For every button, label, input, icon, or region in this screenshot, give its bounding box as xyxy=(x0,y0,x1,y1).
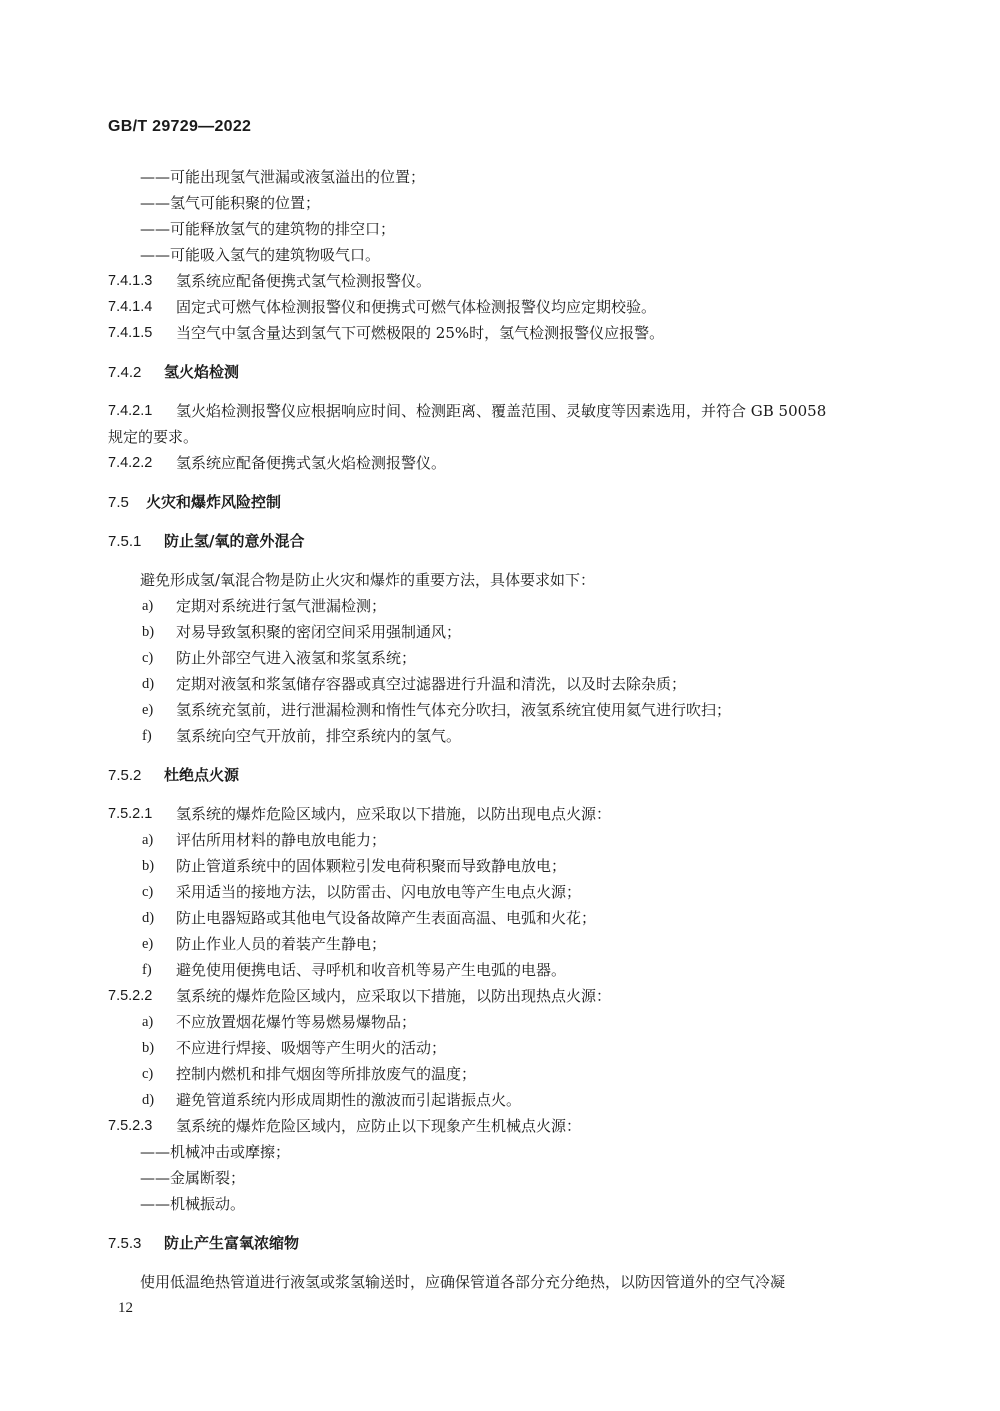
list-label: c) xyxy=(142,650,154,666)
list-item: 评估所用材料的静电放电能力； xyxy=(176,831,387,849)
list-label: d) xyxy=(142,676,155,692)
list-item: 定期对液氢和浆氢储存容器或真空过滤器进行升温和清洗，以及时去除杂质； xyxy=(176,675,687,693)
list-item: 氢系统充氢前，进行泄漏检测和惰性气体充分吹扫，液氢系统宜使用氦气进行吹扫； xyxy=(176,701,732,719)
section-number: 7.4.2 xyxy=(108,364,142,381)
clause-number: 7.4.1.5 xyxy=(108,325,153,341)
list-item: 防止作业人员的着装产生静电； xyxy=(176,935,387,953)
clause-text-continued: 规定的要求。 xyxy=(108,428,199,446)
section-heading-7-5-3 xyxy=(108,1233,299,1254)
dash-item: ——金属断裂； xyxy=(140,1169,246,1187)
section-title: 防止产生富氧浓缩物 xyxy=(164,1234,300,1252)
section-heading-7-5 xyxy=(108,492,281,513)
list-label: f) xyxy=(142,728,152,744)
clause-text: 固定式可燃气体检测报警仪和便携式可燃气体检测报警仪均应定期校验。 xyxy=(176,298,657,316)
clause-number: 7.4.2.2 xyxy=(108,455,153,471)
list-label: c) xyxy=(142,884,154,900)
clause-text: 氢系统的爆炸危险区域内，应防止以下现象产生机械点火源： xyxy=(176,1117,582,1135)
section-heading-7-5-2 xyxy=(108,765,239,786)
list-label: a) xyxy=(142,598,154,614)
clause-number: 7.4.1.4 xyxy=(108,299,153,315)
section-title: 火灾和爆炸风险控制 xyxy=(146,493,282,511)
standard-code-header: GB/T 29729—2022 xyxy=(108,118,252,135)
list-label: b) xyxy=(142,1040,155,1056)
section-number: 7.5.1 xyxy=(108,533,142,550)
clause-number: 7.5.2.3 xyxy=(108,1118,153,1134)
list-label: b) xyxy=(142,858,155,874)
section-number: 7.5.2 xyxy=(108,767,142,784)
paragraph: 避免形成氢/氧混合物是防止火灾和爆炸的重要方法，具体要求如下： xyxy=(140,571,596,589)
list-label: c) xyxy=(142,1066,154,1082)
list-item: 防止外部空气进入液氢和浆氢系统； xyxy=(176,649,417,667)
list-item: 避免使用便携电话、寻呼机和收音机等易产生电弧的电器。 xyxy=(176,961,567,979)
section-heading-7-5-1 xyxy=(108,531,304,552)
dash-item: ——机械冲击或摩擦； xyxy=(140,1143,291,1161)
clause-text: 氢系统应配备便携式氢气检测报警仪。 xyxy=(176,272,432,290)
clause-number: 7.5.2.2 xyxy=(108,988,153,1004)
list-item: 氢系统向空气开放前，排空系统内的氢气。 xyxy=(176,727,462,745)
section-title: 杜绝点火源 xyxy=(164,766,240,784)
list-label: a) xyxy=(142,832,154,848)
section-heading-7-4-2 xyxy=(108,362,239,383)
section-number: 7.5 xyxy=(108,494,129,511)
list-label: b) xyxy=(142,624,155,640)
list-label: a) xyxy=(142,1014,154,1030)
clause-text: 氢系统应配备便携式氢火焰检测报警仪。 xyxy=(176,454,447,472)
section-title: 氢火焰检测 xyxy=(164,363,240,381)
clause-text: 氢系统的爆炸危险区域内，应采取以下措施，以防出现电点火源： xyxy=(176,805,612,823)
clause-number: 7.4.2.1 xyxy=(108,403,153,419)
clause-text: 氢系统的爆炸危险区域内，应采取以下措施，以防出现热点火源： xyxy=(176,987,612,1005)
clause-text: 氢火焰检测报警仪应根据响应时间、检测距离、覆盖范围、灵敏度等因素选用，并符合 GB 50058 xyxy=(176,402,827,420)
dash-item: ——可能吸入氢气的建筑物吸气口。 xyxy=(140,246,381,264)
list-item: 不应放置烟花爆竹等易燃易爆物品； xyxy=(176,1013,417,1031)
clause-text: 当空气中氢含量达到氢气下可燃极限的 25%时，氢气检测报警仪应报警。 xyxy=(176,324,665,342)
list-label: e) xyxy=(142,702,154,718)
section-title: 防止氢/氧的意外混合 xyxy=(164,532,305,550)
list-label: d) xyxy=(142,1092,155,1108)
list-item: 采用适当的接地方法，以防雷击、闪电放电等产生电点火源； xyxy=(176,883,582,901)
dash-item: ——氢气可能积聚的位置； xyxy=(140,194,321,212)
dash-item: ——机械振动。 xyxy=(140,1195,246,1213)
list-item: 防止管道系统中的固体颗粒引发电荷积聚而导致静电放电； xyxy=(176,857,567,875)
dash-item: ——可能释放氢气的建筑物的排空口； xyxy=(140,220,396,238)
clause-number: 7.5.2.1 xyxy=(108,806,153,822)
list-item: 防止电器短路或其他电气设备故障产生表面高温、电弧和火花； xyxy=(176,909,597,927)
list-item: 定期对系统进行氢气泄漏检测； xyxy=(176,597,387,615)
list-label: d) xyxy=(142,910,155,926)
dash-item: ——可能出现氢气泄漏或液氢溢出的位置； xyxy=(140,168,426,186)
section-number: 7.5.3 xyxy=(108,1235,142,1252)
list-item: 避免管道系统内形成周期性的激波而引起谐振点火。 xyxy=(176,1091,522,1109)
clause-number: 7.4.1.3 xyxy=(108,273,153,289)
list-item: 不应进行焊接、吸烟等产生明火的活动； xyxy=(176,1039,447,1057)
page-number: 12 xyxy=(118,1300,133,1316)
list-label: f) xyxy=(142,962,152,978)
paragraph: 使用低温绝热管道进行液氢或浆氢输送时，应确保管道各部分充分绝热，以防因管道外的空气冷凝 xyxy=(140,1273,786,1291)
list-item: 控制内燃机和排气烟囱等所排放废气的温度； xyxy=(176,1065,477,1083)
list-item: 对易导致氢积聚的密闭空间采用强制通风； xyxy=(176,623,462,641)
list-label: e) xyxy=(142,936,154,952)
